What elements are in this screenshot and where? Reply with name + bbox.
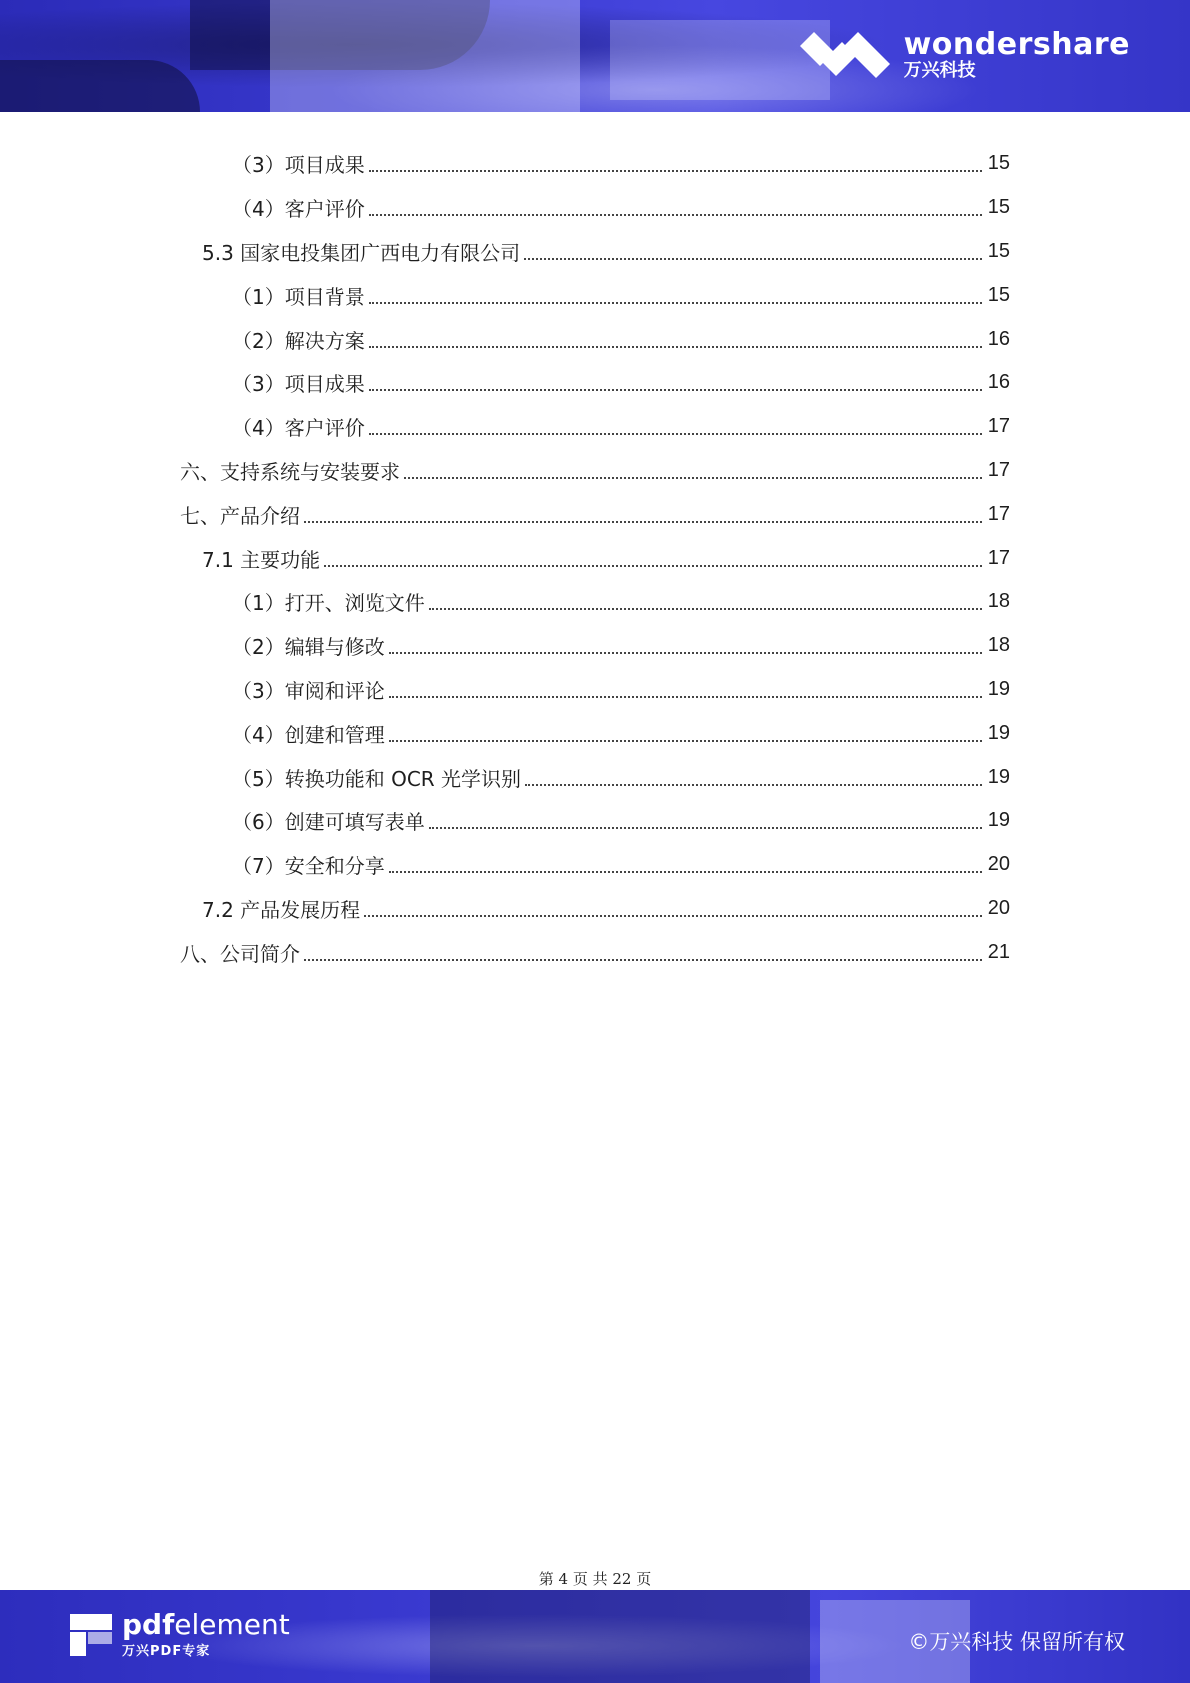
toc-entry[interactable] [180, 273, 1010, 317]
toc-entry-page: 18 [987, 590, 1010, 613]
product-sub: 万兴PDF专家 [122, 1644, 211, 1659]
footer-banner [0, 1590, 1190, 1683]
toc-dot-leader [525, 783, 982, 786]
toc-entry[interactable] [180, 317, 1010, 361]
pdfelement-logo-icon [70, 1614, 112, 1656]
brand-en: wondershare [903, 27, 1130, 62]
toc-dot-leader [389, 870, 982, 873]
toc-entry[interactable] [180, 142, 1010, 186]
toc-dot-leader [389, 651, 982, 654]
toc-entry-title: 七、产品介绍 [180, 503, 300, 528]
toc-dot-leader [369, 432, 982, 435]
toc-entry[interactable] [180, 361, 1010, 405]
toc-dot-leader [369, 301, 982, 304]
toc-entry[interactable] [180, 536, 1010, 580]
brand-cn: 万兴科技 [903, 60, 976, 81]
toc-entry-page: 15 [987, 239, 1010, 262]
toc-entry[interactable] [180, 711, 1010, 755]
toc-entry-title: （2）解决方案 [232, 328, 365, 353]
toc-entry-page: 20 [987, 896, 1010, 919]
table-of-contents [180, 142, 1010, 974]
header-banner [0, 0, 1190, 112]
toc-dot-leader [389, 695, 982, 698]
product-brand-light: element [174, 1608, 290, 1641]
toc-entry[interactable] [180, 624, 1010, 668]
toc-entry[interactable] [180, 492, 1010, 536]
toc-entry[interactable] [180, 186, 1010, 230]
toc-entry-page: 19 [987, 721, 1010, 744]
toc-entry-title: 八、公司简介 [180, 941, 300, 966]
toc-entry-page: 18 [987, 634, 1010, 657]
toc-entry-title: （4）客户评价 [232, 416, 365, 441]
toc-entry-page: 19 [987, 765, 1010, 788]
banner-photo-desk [430, 1590, 810, 1683]
toc-dot-leader [364, 914, 982, 917]
page-number: 第 4 页 共 22 页 [538, 1570, 652, 1588]
banner-photo-window [270, 0, 580, 112]
toc-entry-page: 21 [987, 940, 1010, 963]
product-brand-bold: pdf [122, 1608, 175, 1641]
toc-entry[interactable] [180, 930, 1010, 974]
toc-entry-title: （7）安全和分享 [232, 854, 385, 879]
toc-dot-leader [389, 739, 982, 742]
toc-entry[interactable] [180, 887, 1010, 931]
toc-entry[interactable] [180, 580, 1010, 624]
wondershare-logo [800, 27, 1130, 82]
toc-entry-page: 17 [987, 415, 1010, 438]
toc-entry[interactable] [180, 405, 1010, 449]
toc-entry[interactable] [180, 668, 1010, 712]
wondershare-logo-icon [800, 32, 890, 80]
toc-dot-leader [429, 607, 982, 610]
toc-dot-leader [324, 564, 982, 567]
toc-entry-title: 7.1 主要功能 [202, 547, 321, 572]
toc-entry-title: （2）编辑与修改 [232, 635, 385, 660]
toc-entry-page: 19 [987, 809, 1010, 832]
toc-dot-leader [429, 826, 982, 829]
toc-dot-leader [369, 388, 982, 391]
toc-entry-title: （1）项目背景 [232, 284, 365, 309]
banner-photo-monitor [610, 20, 830, 100]
toc-entry-title: （3）审阅和评论 [232, 678, 385, 703]
toc-entry-page: 17 [987, 458, 1010, 481]
toc-entry-page: 15 [987, 283, 1010, 306]
toc-entry-page: 16 [987, 371, 1010, 394]
toc-entry-page: 20 [987, 853, 1010, 876]
toc-entry-page: 19 [987, 677, 1010, 700]
toc-entry-page: 17 [987, 546, 1010, 569]
toc-entry[interactable] [180, 449, 1010, 493]
toc-entry-title: （5）转换功能和 OCR 光学识别 [232, 766, 522, 791]
toc-entry-title: （3）项目成果 [232, 372, 365, 397]
copyright: ©万兴科技 保留所有权 [908, 1630, 1125, 1654]
toc-entry-page: 17 [987, 502, 1010, 525]
toc-dot-leader [304, 958, 982, 961]
toc-entry-page: 15 [987, 196, 1010, 219]
toc-entry[interactable] [180, 230, 1010, 274]
toc-entry[interactable] [180, 799, 1010, 843]
toc-dot-leader [524, 257, 982, 260]
toc-entry-title: 7.2 产品发展历程 [202, 897, 361, 922]
toc-entry-title: （4）创建和管理 [232, 722, 385, 747]
toc-entry-title: 六、支持系统与安装要求 [180, 459, 400, 484]
toc-entry-title: （6）创建可填写表单 [232, 810, 425, 835]
toc-entry-page: 15 [987, 152, 1010, 175]
toc-entry-title: 5.3 国家电投集团广西电力有限公司 [202, 240, 521, 265]
toc-dot-leader [369, 345, 982, 348]
toc-entry-title: （4）客户评价 [232, 197, 365, 222]
toc-dot-leader [369, 169, 982, 172]
pdfelement-logo [70, 1610, 290, 1659]
toc-entry-title: （3）项目成果 [232, 153, 365, 178]
banner-photo-plant [0, 60, 200, 112]
toc-entry-page: 16 [987, 327, 1010, 350]
toc-entry-title: （1）打开、浏览文件 [232, 591, 425, 616]
toc-dot-leader [304, 520, 982, 523]
product-brand [122, 1610, 290, 1640]
toc-dot-leader [369, 213, 982, 216]
toc-entry[interactable] [180, 755, 1010, 799]
toc-entry[interactable] [180, 843, 1010, 887]
toc-dot-leader [404, 476, 982, 479]
